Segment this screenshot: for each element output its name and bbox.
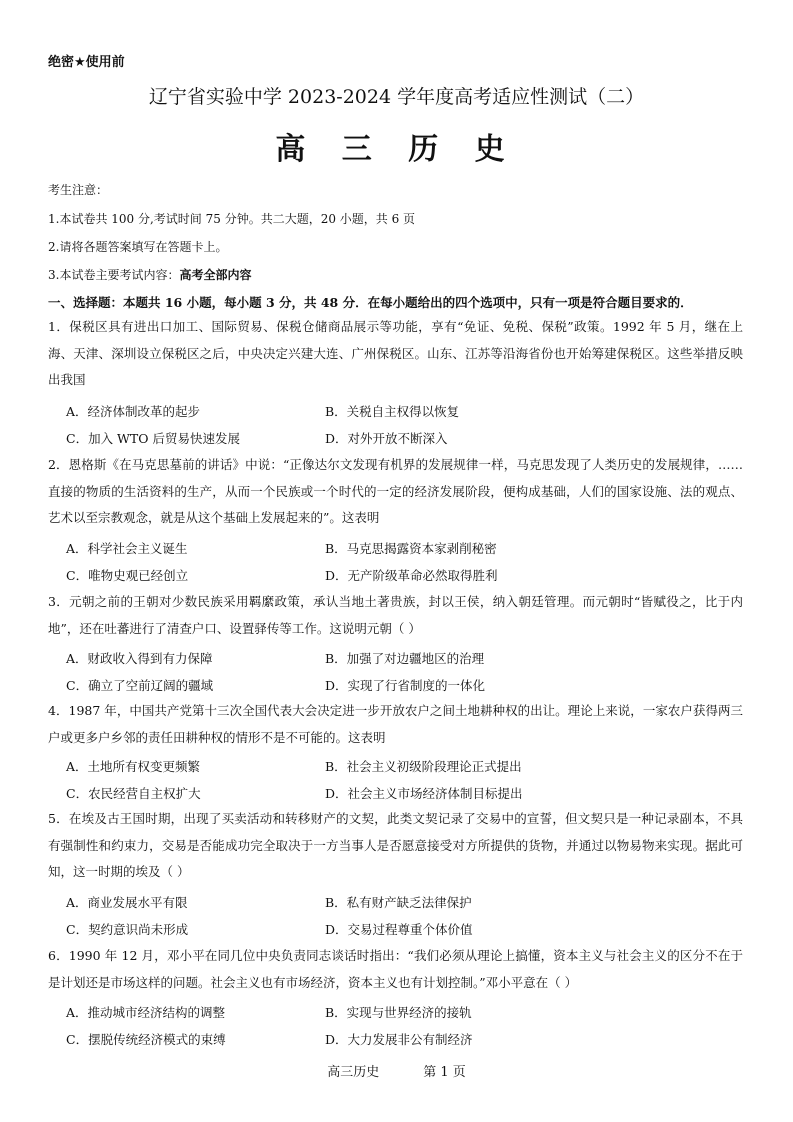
question-6-stem: 6．1990 年 12 月，邓小平在同几位中央负责同志谈话时指出：“我们必须从理论上搞懂，资本主义与社会主义的区分不在于是计划还是市场这样的问题。社会主义也有市场经济，资本主义也有计划控制。”邓小平意在（ ） — [48, 948, 743, 990]
question-4-option-d: D．社会主义市场经济体制目标提出 — [325, 786, 523, 801]
question-6-option-c: C．摆脱传统经济模式的束缚 — [66, 1032, 226, 1047]
question-6-option-d: D．大力发展非公有制经济 — [325, 1032, 473, 1047]
question-1-option-b: B．关税自主权得以恢复 — [325, 404, 460, 419]
subject-title: 高 三 历 史 — [275, 132, 518, 167]
question-3-option-d: D．实现了行省制度的一体化 — [325, 678, 486, 693]
school-title: 辽宁省实验中学 2023-2024 学年度高考适应性测试（二） — [148, 86, 645, 108]
question-1-option-c: C．加入 WTO 后贸易快速发展 — [66, 431, 240, 446]
question-3-option-b: B．加强了对边疆地区的治理 — [325, 651, 485, 666]
question-3-option-c: C．确立了空前辽阔的疆域 — [66, 678, 214, 693]
notice-item-1: 1.本试卷共 100 分,考试时间 75 分钟。共二大题，20 小题，共 6 页 — [48, 212, 416, 226]
question-1-stem: 1．保税区具有进出口加工、国际贸易、保税仓储商品展示等功能，享有“免证、免税、保税”政策。1992 年 5 月，继在上海、天津、深圳设立保税区之后，中央决定兴建大连、广州保税区。山东、江苏等沿海省份也开始筹建保税区。这些举措反映出我国 — [48, 319, 743, 387]
question-5-option-d: D．交易过程尊重个体价值 — [325, 922, 473, 937]
notice-item-2: 2.请将各题答案填写在答题卡上。 — [48, 240, 228, 254]
question-1-option-a: A．经济体制改革的起步 — [66, 404, 201, 419]
question-4-stem: 4．1987 年，中国共产党第十三次全国代表大会决定进一步开放农户之间土地耕种权的出让。理论上来说，一家农户获得两三户或更多户乡邻的责任田耕种权的情形不是不可能的。这表明 — [48, 703, 743, 745]
question-5-option-a: A．商业发展水平有限 — [66, 895, 188, 910]
question-4-option-b: B．社会主义初级阶段理论正式提出 — [325, 759, 522, 774]
question-2-option-d: D．无产阶级革命必然取得胜利 — [325, 568, 498, 583]
notice-heading: 考生注意： — [48, 183, 109, 197]
question-4-option-a: A．土地所有权变更频繁 — [66, 759, 201, 774]
question-4-option-c: C．农民经营自主权扩大 — [66, 786, 201, 801]
secret-mark: 绝密★使用前 — [48, 55, 125, 70]
notice-item-3-prefix: 3.本试卷主要考试内容： — [48, 268, 180, 282]
question-3-stem: 3．元朝之前的王朝对少数民族采用羁縻政策，承认当地土著贵族，封以王侯，纳入朝廷管理。而元朝时“皆赋役之，比于内地”，还在吐蕃进行了清查户口、设置驿传等工作。这说明元朝（ ） — [48, 594, 743, 636]
question-5-option-b: B．私有财产缺乏法律保护 — [325, 895, 472, 910]
question-2-stem: 2．恩格斯《在马克思墓前的讲话》中说：“正像达尔文发现有机界的发展规律一样，马克思发现了人类历史的发展规律，……直接的物质的生活资料的生产，从而一个民族或一个时代的一定的经济发展阶段，便构成基础，人们的国家设施、法的观点、艺术以至宗教观念，就是从这个基础上发展起来的”。这表明 — [48, 457, 743, 525]
notice-item-3-bold: 高考全部内容 — [179, 268, 252, 282]
question-5-option-c: C．契约意识尚未形成 — [66, 922, 189, 937]
question-2-option-c: C．唯物史观已经创立 — [66, 568, 189, 583]
question-2-option-a: A．科学社会主义诞生 — [66, 541, 188, 556]
question-5-stem: 5．在埃及古王国时期，出现了买卖活动和转移财产的文契，此类文契记录了交易中的宣誓，但文契只是一种记录副本，不具有强制性和约束力，交易是否能成功完全取决于一方当事人是否愿意接受对方所提供的货物，并通过以物易物来实现。据此可知，这一时期的埃及（ ） — [48, 811, 743, 879]
question-1-option-d: D．对外开放不断深入 — [325, 431, 448, 446]
notice-item-3 — [48, 266, 251, 283]
question-3-option-a: A．财政收入得到有力保障 — [66, 651, 213, 666]
page-footer — [0, 1061, 793, 1080]
question-2-option-b: B．马克思揭露资本家剥削秘密 — [325, 541, 497, 556]
section-heading: 一、选择题：本题共 16 小题，每小题 3 分，共 48 分．在每小题给出的四个选项中，只有一项是符合题目要求的． — [48, 295, 693, 310]
footer-page-number: 第 1 页 — [423, 1065, 466, 1080]
question-6-option-a: A．推动城市经济结构的调整 — [66, 1005, 226, 1020]
footer-subject: 高三历史 — [327, 1065, 380, 1080]
question-6-option-b: B．实现与世界经济的接轨 — [325, 1005, 472, 1020]
